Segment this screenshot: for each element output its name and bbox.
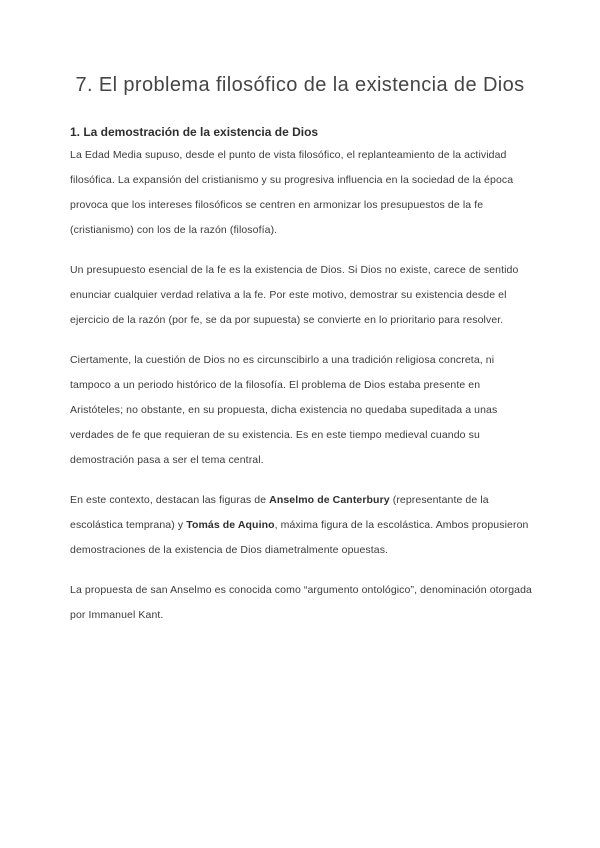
paragraph-presupuesto-fe: Un presupuesto esencial de la fe es la existencia de Dios. Si Dios no existe, carece de sentido enunciar cualquier verdad relativa a la fe. Por este motivo, demostrar su existencia desde el ejercicio de la razón (por fe, se da por supuesta) se convierte en lo prioritario para resolver.	[70, 264, 519, 326]
paragraph-edad-media: La Edad Media supuso, desde el punto de vista filosófico, el replanteamiento de la actividad filosófica. La expansión del cristianismo y su progresiva influencia en la sociedad de la época provoca que los intereses filosóficos se centren en armonizar los presupuestos de la fe (cristianismo) con los de la razón (filosofía).	[70, 149, 514, 236]
paragraph-4-segment: , máxima figura de la escolástica. Ambos propusieron demostraciones de la existencia de Dios diametralmente opuestas.	[70, 519, 529, 556]
paragraph-figuras-escolastica	[70, 488, 532, 563]
paragraph-4-segment: En este contexto, destacan las figuras de	[70, 494, 270, 506]
bold-anselmo-de-canterbury: Anselmo de Canterbury	[269, 494, 390, 506]
bold-tomas-de-aquino: Tomás de Aquino	[186, 519, 275, 531]
paragraph-cuestion-de-dios: Ciertamente, la cuestión de Dios no es circunscibirlo a una tradición religiosa concreta, ni tampoco a un periodo histórico de la filosofía. El problema de Dios estaba presente en Aristóteles; no obstante, en su propuesta, dicha existencia no quedaba supeditada a unas verdades de fe que requieran de su existencia. Es en este tiempo medieval cuando su demostración pasa a ser el tema central.	[70, 354, 498, 466]
section-heading: 1. La demostración de la existencia de Dios	[70, 125, 319, 139]
document-title: 7. El problema filosófico de la existencia de Dios	[75, 74, 525, 96]
paragraph-4-segment: (representante de la escolástica temprana) y	[70, 494, 489, 531]
paragraph-argumento-ontologico: La propuesta de san Anselmo es conocida como “argumento ontológico”, denominación otorgada por Immanuel Kant.	[70, 584, 532, 621]
